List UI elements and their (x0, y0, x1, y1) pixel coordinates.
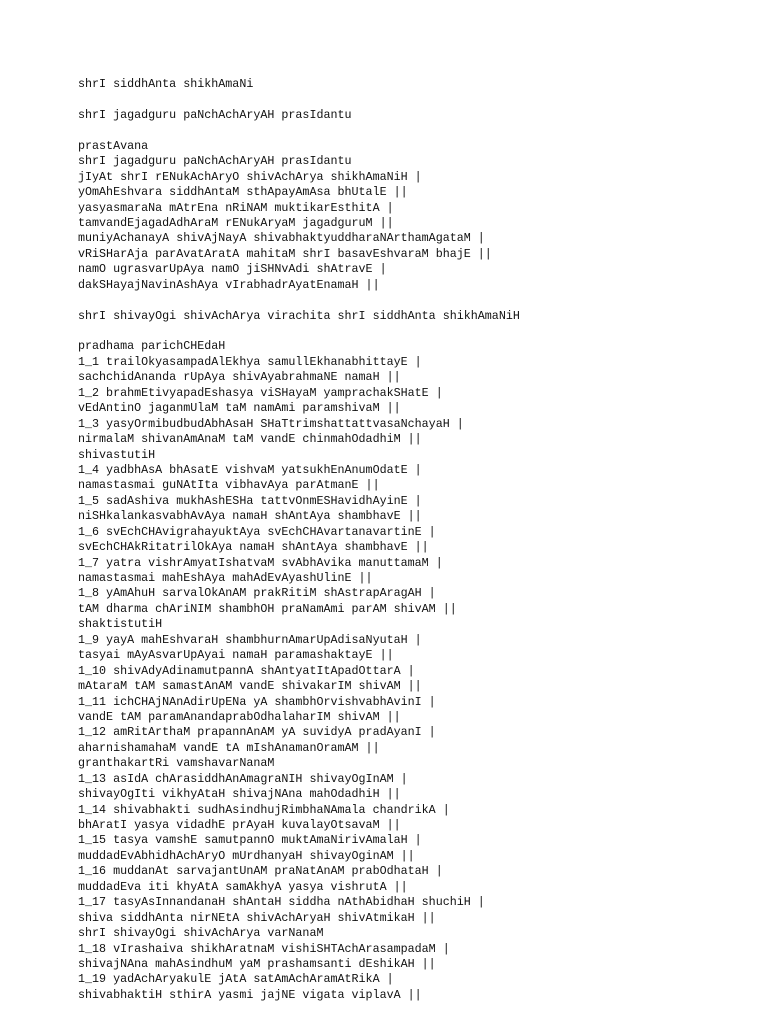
text-line: bhAratI yasya vidadhE prAyaH kuvalayOtsavaM || (78, 818, 401, 832)
text-line: 1_8 yAmAhuH sarvalOkAnAM prakRitiM shAstrapAragAH | (78, 586, 436, 601)
text-line: yOmAhEshvara siddhAntaM sthApayAmAsa bhUtalE || (78, 185, 408, 200)
text-line: 1_16 muddanAt sarvajantUnAM praNatAnAM prabOdhataH | (78, 864, 443, 879)
text-line: tasyai mAyAsvarUpAyai namaH paramashaktayE || (78, 648, 394, 663)
text-line: 1_10 shivAdyAdinamutpannA shAntyatItApadOttarA | (78, 663, 415, 678)
text-line: muniyAchanayA shivAjNayA shivabhaktyuddharaNArthamAgataM | (78, 231, 485, 246)
text-line: 1_3 yasyOrmibudbudAbhAsaH SHaTtrimshattattvasaNchayaH | (78, 416, 464, 431)
text-line: shivayOgIti vikhyAtaH shivajNAna mahOdadhiH || (78, 787, 401, 802)
text-line: 1_2 brahmEtivyapadEshasya viSHayaM yamprachakSHatE | (78, 385, 443, 400)
text-line: 1_4 yadbhAsA bhAsatE vishvaM yatsukhEnAnumOdatE | (78, 462, 422, 477)
blank-line (78, 92, 758, 107)
text-line: shrI shivayOgi shivAchArya virachita shrI siddhAnta shikhAmaNiH (78, 308, 520, 323)
text-line: dakSHayajNavinAshAya vIrabhadrAyatEnamaH || (78, 277, 380, 292)
text-line: shrI jagadguru paNchAchAryAH prasIdantu (78, 154, 352, 169)
text-line: granthakartRi vamshavarNanaM (78, 756, 275, 771)
text-line: nirmalaM shivanAmAnaM taM vandE chinmahOdadhiM || (78, 432, 422, 447)
text-line: 1_11 ichCHAjNAnAdirUpENa yA shambhOrvishvabhAvinI | (78, 694, 436, 709)
text-line: 1_14 shivabhakti sudhAsindhujRimbhaNAmala chandrikA | (78, 802, 450, 817)
text-line: shiva siddhAnta nirNEtA shivAchAryaH shivAtmikaH || (78, 910, 436, 925)
text-line: tAM dharma chAriNIM shambhOH praNamAmi parAM shivAM || (78, 601, 457, 616)
text-line: shivabhaktiH sthirA yasmi jajNE vigata viplavA || (78, 987, 422, 1002)
text-line: svEchCHAkRitatrilOkAya namaH shAntAya shambhavE || (78, 540, 429, 555)
text-line: shivajNAna mahAsindhuM yaM prashamsanti dEshikAH || (78, 956, 436, 971)
text-line: prastAvana (78, 138, 149, 153)
text-line: 1_1 trailOkyasampadAlEkhya samullEkhanabhittayE | (78, 354, 422, 369)
blank-line (78, 123, 758, 138)
text-line: vandE tAM paramAnandaprabOdhalaharIM shivAM || (78, 709, 401, 724)
text-line: 1_13 asIdA chArasiddhAnAmagraNIH shivayOgInAM | (78, 771, 408, 786)
text-line: aharnishamahaM vandE tA mIshAnamanOramAM || (78, 740, 380, 755)
text-line: shaktistutiH (78, 617, 163, 632)
text-line: mAtaraM tAM samastAnAM vandE shivakarIM shivAM || (78, 679, 422, 694)
text-line: 1_15 tasya vamshE samutpannO muktAmaNirivAmalaH | (78, 833, 422, 848)
text-line: 1_19 yadAchAryakulE jAtA satAmAchAramAtRikA | (78, 972, 394, 987)
text-line: 1_17 tasyAsInnandanaH shAntaH siddha nAthAbidhaH shuchiH | (78, 895, 485, 910)
text-line: tamvandEjagadAdhAraM rENukAryaM jagadguruM || (78, 215, 394, 230)
text-line: 1_7 yatra vishrAmyatIshatvaM svAbhAvika manuttamaM | (78, 555, 443, 570)
text-line: shivastutiH (78, 447, 156, 462)
text-line: yasyasmaraNa mAtrEna nRiNAM muktikarEsthitA | (78, 200, 394, 215)
text-line: shrI jagadguru paNchAchAryAH prasIdantu (78, 107, 352, 122)
text-line: namO ugrasvarUpAya namO jiSHNvAdi shAtravE | (78, 262, 387, 277)
blank-line (78, 324, 758, 339)
blank-line (78, 293, 758, 308)
text-line: muddadEva iti khyAtA samAkhyA yasya vishrutA || (78, 879, 408, 894)
text-line: pradhama parichCHEdaH (78, 339, 226, 354)
document-page (78, 77, 758, 1003)
text-line: muddadEvAbhidhAchAryO mUrdhanyaH shivayOginAM || (78, 848, 415, 863)
text-line: 1_12 amRitArthaM prapannAnAM yA suvidyA pradAyanI | (78, 725, 436, 740)
text-line: vEdAntinO jaganmUlaM taM namAmi paramshivaM || (78, 401, 401, 416)
text-line: jIyAt shrI rENukAchAryO shivAchArya shikhAmaNiH | (78, 169, 422, 184)
text-line: 1_6 svEchCHAvigrahayuktAya svEchCHAvartanavartinE | (78, 524, 436, 539)
text-line: niSHkalankasvabhAvAya namaH shAntAya shambhavE || (78, 509, 422, 524)
text-line: shrI siddhAnta shikhAmaNi (78, 77, 254, 91)
text-line: vRiSHarAja parAvatAratA mahitaM shrI basavEshvaraM bhajE || (78, 246, 492, 261)
text-line: 1_5 sadAshiva mukhAshESHa tattvOnmESHavidhAyinE | (78, 493, 422, 508)
text-line: 1_9 yayA mahEshvaraH shambhurnAmarUpAdisaNyutaH | (78, 632, 422, 647)
text-line: namastasmai guNAtIta vibhavAya parAtmanE || (78, 478, 380, 493)
text-line: 1_18 vIrashaiva shikhAratnaM vishiSHTAchArasampadaM | (78, 941, 450, 956)
text-line: sachchidAnanda rUpAya shivAyabrahmaNE namaH || (78, 370, 401, 385)
text-line: shrI shivayOgi shivAchArya varNanaM (78, 926, 324, 941)
text-line: namastasmai mahEshAya mahAdEvAyashUlinE || (78, 571, 373, 585)
